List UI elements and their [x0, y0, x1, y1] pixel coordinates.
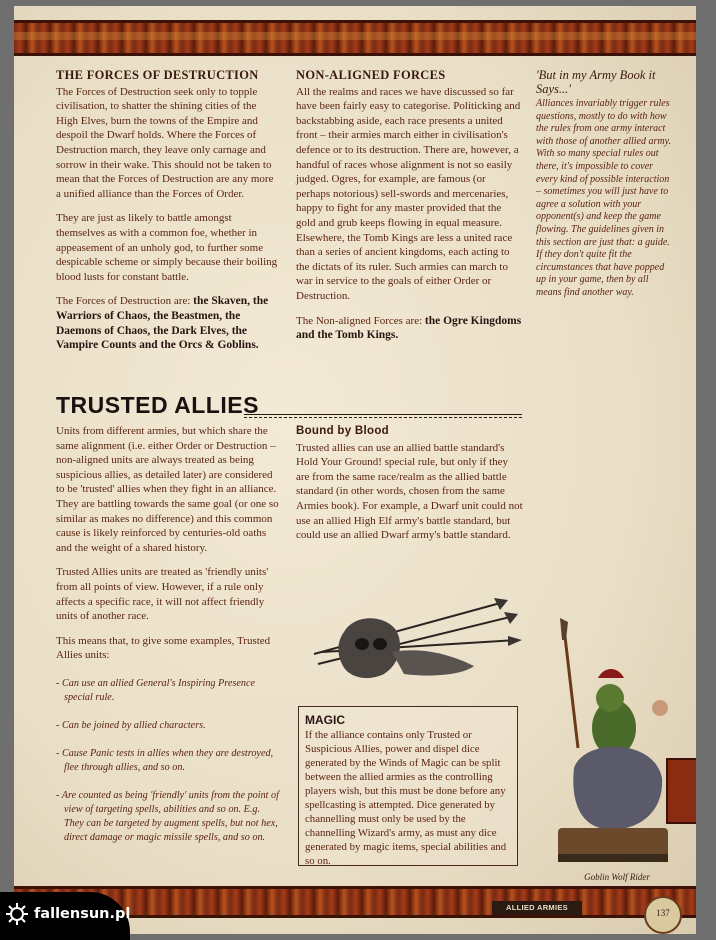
forces-of-destruction-section — [56, 68, 278, 363]
forces-destruction-list-races: the Skaven, the Warriors of Chaos, the Beastmen, the Daemons of Chaos, the Dark Elves, the Vampire Counts and the Orcs & Goblins. — [56, 295, 269, 352]
footer-section-label: ALLIED ARMIES — [492, 901, 582, 915]
trusted-allies-paragraph-3: This means that, to give some examples, Trusted Allies units: — [56, 634, 271, 662]
non-aligned-heading: NON-ALIGNED FORCES — [296, 68, 446, 82]
forces-destruction-paragraph-2: They are just as likely to battle amongst themselves as with a common foe, whether in appeasement of an unholy god, to further some despicable scheme or simply because their boiling blood lusts for constant battle. — [56, 212, 278, 283]
forces-destruction-list-lead: The Forces of Destruction are: — [56, 295, 194, 308]
non-aligned-list — [296, 314, 522, 343]
skull-arrows-illustration — [304, 594, 524, 694]
trusted-allies-list-item: - Can be joined by allied characters. — [56, 719, 206, 731]
page-number: 137 — [644, 896, 682, 934]
sidebar-body: Alliances invariably trigger rules questions, mostly to do with how the rules from one army interact with those of another allied army. With so many special rules out there, it's impossible to cover every kind of possible interaction – sometimes you will just have to agree a solution with your opponent(s) and keep the game flowing. The guidelines given in this section are just that: a guide. If they don't quite fit the circumstances that have popped up in your game, then by all means find another way. — [536, 98, 671, 298]
trusted-allies-paragraph-2: Trusted Allies units are treated as 'friendly units' from all points of view. However, if a rule only affects a specific race, it will not affect friendly units of another race. — [56, 566, 269, 623]
title-divider — [244, 414, 522, 415]
forces-destruction-list — [56, 294, 278, 352]
book-page — [14, 6, 696, 934]
trusted-allies-list-item: - Can use an allied General's Inspiring Presence special rule. — [56, 677, 256, 703]
bound-by-blood-body: Trusted allies can use an allied battle standard's Hold Your Ground! special rule, but only if they are from the same race/realm as the allied battle standard (in other words, chosen from the same Armies book). For example, a Dwarf unit could not use an allied High Elf army's battle standard, but could use an allied Dwarf army's battle standard. — [296, 441, 523, 542]
non-aligned-list-races: the Ogre Kingdoms and the Tomb Kings. — [296, 314, 522, 342]
non-aligned-list-lead: The Non-aligned Forces are: — [296, 314, 425, 327]
trusted-allies-paragraph-1: Units from different armies, but which share the same alignment (i.e. either Order or Destruction – non-aligned units are always treated as being suspicious allies, as detailed later) are considered to be 'trusted' allies when they fight in an alliance. They are battling towards the same goal (or one so similar as makes no difference) and this common cause is likely reinforced by centuries-old oaths and the weight of a shared history. — [56, 425, 279, 554]
watermark-logo — [0, 892, 140, 940]
non-aligned-section — [296, 68, 522, 353]
magic-heading: MAGIC — [305, 713, 345, 727]
trusted-allies-title: TRUSTED ALLIES — [56, 392, 259, 418]
magic-body: If the alliance contains only Trusted or Suspicious Allies, power and dispel dice generated by the Winds of Magic can be split between the allied armies as the controlling players wish, but this must be done before any spellcasting is attempted. Dice generated by channelling must only be used by the channelling Wizard's army, as must any dice generated by magic items, special abilities and so on. — [305, 729, 507, 866]
trusted-allies-list-item: - Cause Panic tests in allies when they are destroyed, flee through allies, and so on. — [56, 747, 274, 773]
forces-destruction-paragraph-1: The Forces of Destruction seek only to topple civilisation, to shatter the shining cities of the High Elves, burn the towns of the Empire and despoil the Dwarf holds. Where the Forces of Destruction march, they leave only carnage and sorrow in their wake. This should not be taken to mean that the Forces of Destruction are any more a unified alliance than the Forces of Order. — [56, 85, 274, 200]
sidebar-title: 'But in my Army Book it Says...' — [536, 68, 656, 96]
trusted-allies-list-item: - Are counted as being 'friendly' units from the point of view of targeting spells, abilities and so on. E.g. They can be targeted by augment spells, but not hex, direct damage or magic missile spells, and so on. — [56, 789, 279, 843]
right-edge-ornament — [666, 758, 696, 824]
top-ornamental-border — [14, 20, 696, 56]
trusted-allies-section — [56, 424, 282, 859]
bound-by-blood-section — [296, 424, 524, 553]
forces-destruction-heading: THE FORCES OF DESTRUCTION — [56, 68, 259, 82]
goblin-wolf-rider-illustration — [544, 618, 674, 870]
watermark-text: fallensun.pl — [34, 906, 131, 922]
sun-gear-icon — [6, 903, 28, 925]
magic-box — [298, 706, 518, 866]
bound-by-blood-heading: Bound by Blood — [296, 425, 389, 437]
non-aligned-paragraph-1: All the realms and races we have discussed so far have been fairly easy to categorise. Politicking and backstabbing aside, each race presents a united front – their armies march either in civilisation's defence or to its destruction. There are, however, a handful of races whose alignment is not so easily judged. Ogres, for example, are famous (or perhaps notorious) sell-swords and mercenaries, happy to fight for any master provided that the gold and grub keeps flowing in equal measure. Elsewhere, the Tomb Kings are less a united race than a series of ancient kingdoms, each acting to the dictats of its ruler. Such armies can march to war in service to the goals of either Order or Destruction. — [296, 85, 521, 302]
illustration-caption: Goblin Wolf Rider — [584, 872, 650, 882]
army-book-sidebar — [536, 68, 676, 300]
